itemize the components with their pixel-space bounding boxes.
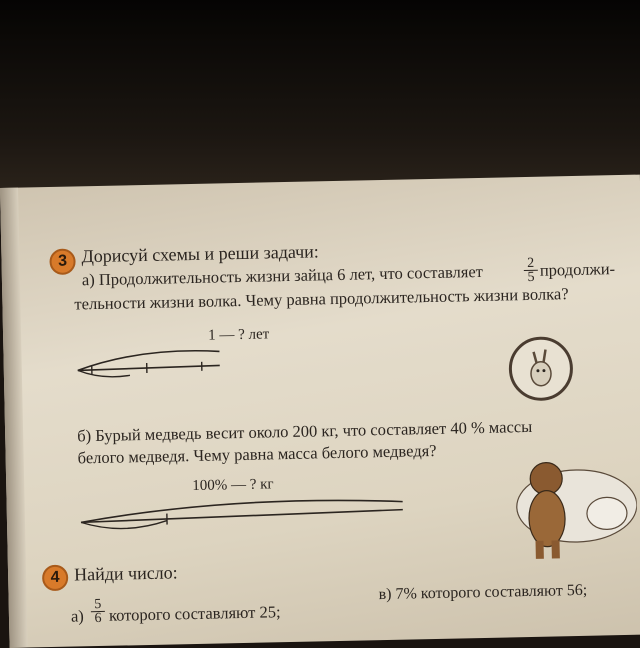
fraction-denominator: 5	[527, 270, 534, 285]
task-number-badge-4: 4	[42, 565, 69, 592]
task-b-line2: белого медведя. Чему равна масса белого медведя?	[77, 441, 436, 469]
task4-a-prefix: а)	[71, 606, 84, 626]
scheme-a	[71, 343, 232, 386]
task-a-text-pre: а) Продолжительность жизни зайца 6 лет, что составляет	[82, 262, 483, 289]
fraction-numerator: 2	[524, 257, 538, 271]
hare-picture	[508, 336, 573, 401]
task-b-line1: б) Бурый медведь весит около 200 кг, что составляет 40 % массы	[77, 417, 532, 447]
task-a-line1	[82, 262, 483, 290]
bears-illustration	[475, 435, 638, 568]
task4-a-text: которого составляют 25;	[109, 602, 281, 626]
page-edge	[0, 188, 28, 648]
scheme-b	[72, 489, 413, 538]
task4-b-text: в) 7% которого составляют 56;	[378, 582, 587, 604]
scheme-b-label: 100% — ? кг	[192, 476, 274, 495]
background-dark	[0, 0, 640, 190]
scheme-a-label: 1 — ? лет	[208, 326, 269, 344]
task-a-line2: тельности жизни волка. Чему равна продолжительность жизни волка?	[74, 284, 569, 314]
textbook-page	[0, 175, 640, 648]
task4-heading: Найди число:	[74, 562, 178, 585]
fraction-five-sixths	[91, 598, 106, 625]
task-number-badge: 3	[49, 248, 76, 275]
task-heading: Дорисуй схемы и реши задачи:	[81, 241, 319, 267]
fraction-two-fifths	[524, 257, 539, 284]
fraction-numerator: 5	[91, 598, 105, 612]
fraction-denominator: 6	[94, 611, 101, 626]
hare-icon	[511, 339, 570, 398]
task-a-text-post: продолжи-	[540, 259, 616, 281]
